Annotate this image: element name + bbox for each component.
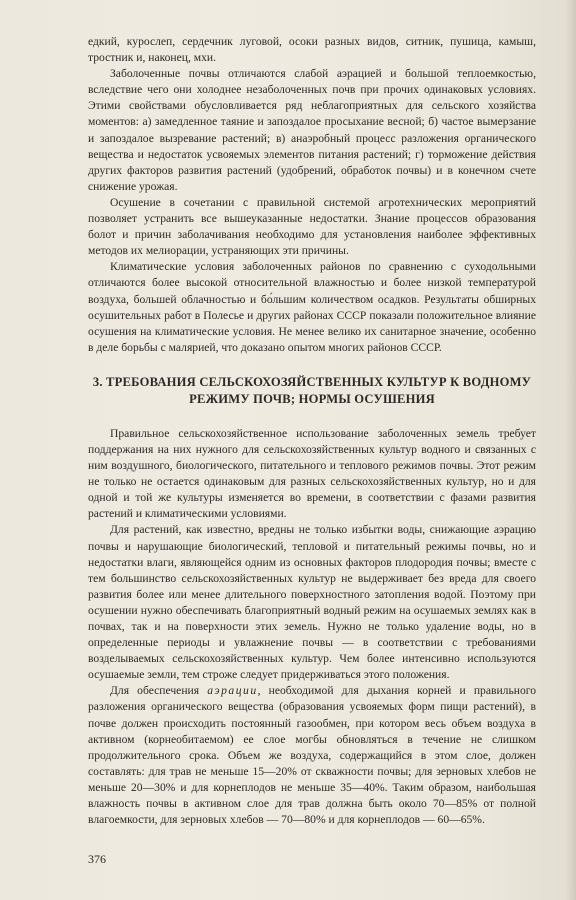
paragraph: Климатические условия заболоченных районов по сравнению с суходольными отличаются более высокой относительной влажностью и более низкой температурой воздуха, большей облачностью и бо́льшим количеством осадков. Результаты обширных осушительных работ в Полесье и других районах СССР показали положительное влияние осушения на климатические условия. Не менее велико их санитарное значение, особенно в деле борьбы с малярией, что доказано опытом многих районов СССР. — [88, 260, 536, 354]
page-number: 376 — [88, 852, 106, 866]
paragraph: едкий, куросле‌п, сердечник луговой, осоки разных видов, ситник, пушица, камыш, тростник и, наконец, мхи. — [88, 35, 536, 65]
paragraph: Заболоченные почвы отличаются слабой аэрацией и большой теплоемкостью, вследствие чего они холоднее незаболоченных почв при прочих одинаковых условиях. Этими свойствами обусловливается ряд неблагоприятных для сельского хозяйства моментов: а) замедленное таяние и запоздалое просыхание весной; б) частое вымерзание и запоздалое вызревание растений; в) анаэробный процесс разложения органического вещества и недостаток усвояемых элементов питания растений; г) торможение действия других факторов развития растений (удобрений, обработок почвы) и в конечном счете снижение урожая. — [88, 67, 536, 193]
paragraph: Осушение в сочетании с правильной системой агротехнических мероприятий позволяет устранить все вышеуказанные недостатки. Знание процессов образования болот и причин заболачивания необходимо для установления наиболее эффективных методов их мелиорации, устраняющих эти причины. — [88, 195, 536, 258]
page-edge-shadow — [566, 0, 576, 900]
paragraph-text: , необходимой для дыхания корней и правильного разложения органического вещества (образования усвояемых форм пищи растений), в почве должен происходить постоянный газообмен, при котором весь объем воздуха в активном (корнеобитаемом) ее слое могбы обновляться в течение не слишком продолжительного срока. Объем же воздуха, содержащийся в этом слое, должен составлять: для трав не меньше 15—20% от скважности почвы; для зерновых хлебов не меньше 20—30% и для корнеплодов не меньше 35—40%. Таким образом, наибольшая влажность почвы в активном слое для трав должна быть около 70—85% от полной влагоемкости, для зерновых хлебов — 70—80% и для корнеплодов — 60—65%. — [88, 684, 537, 827]
paragraph — [88, 683, 536, 828]
text-column — [88, 34, 536, 828]
emphasized-term: аэрации — [207, 684, 258, 698]
section-heading: 3. ТРЕБОВАНИЯ СЕЛЬСКОХОЗЯЙСТВЕННЫХ КУЛЬТУР К ВОДНОМУ РЕЖИМУ ПОЧВ; НОРМЫ ОСУШЕНИЯ — [92, 374, 532, 406]
paragraph: Правильное сельскохозяйственное использование заболоченных земель требует поддержания на них нужного для сельскохозяйственных культур водного и связанных с ним воздушного, биологического, питательного и теплового режимов почвы. Этот режим не только не остается одинаковым для разных сельскохозяйственных культур, но и для одной и той же культуры изменяется во времени, в соответствии с фазами развития растений и климатическими условиями. — [88, 426, 536, 521]
paragraph-text: Для обеспечения — [110, 684, 208, 698]
paragraph: Для растений, как известно, вредны не только избытки воды, снижающие аэрацию почвы и нарушающие биологический, тепловой и питательный режимы почвы, но и недостатки влаги, являющейся одним из основных факторов плодородия почвы; вместе с тем большинство сельскохозяйственных культур не выдерживает без вреда для своего развития более или менее длительного поверхностного затопления водой. Поэтому при осушении нужно обеспечивать благоприятный водный режим на осушаемых землях как в почвах, так и на поверхности этих земель. Нужно не только удаление воды, но в определенные периоды и увлажнение почвы — в соответствии с требованиями возделываемых сельскохозяйственных культур. Чем более интенсивно используются осушаемые земли, тем строже следует придерживаться этого положения. — [88, 523, 536, 682]
